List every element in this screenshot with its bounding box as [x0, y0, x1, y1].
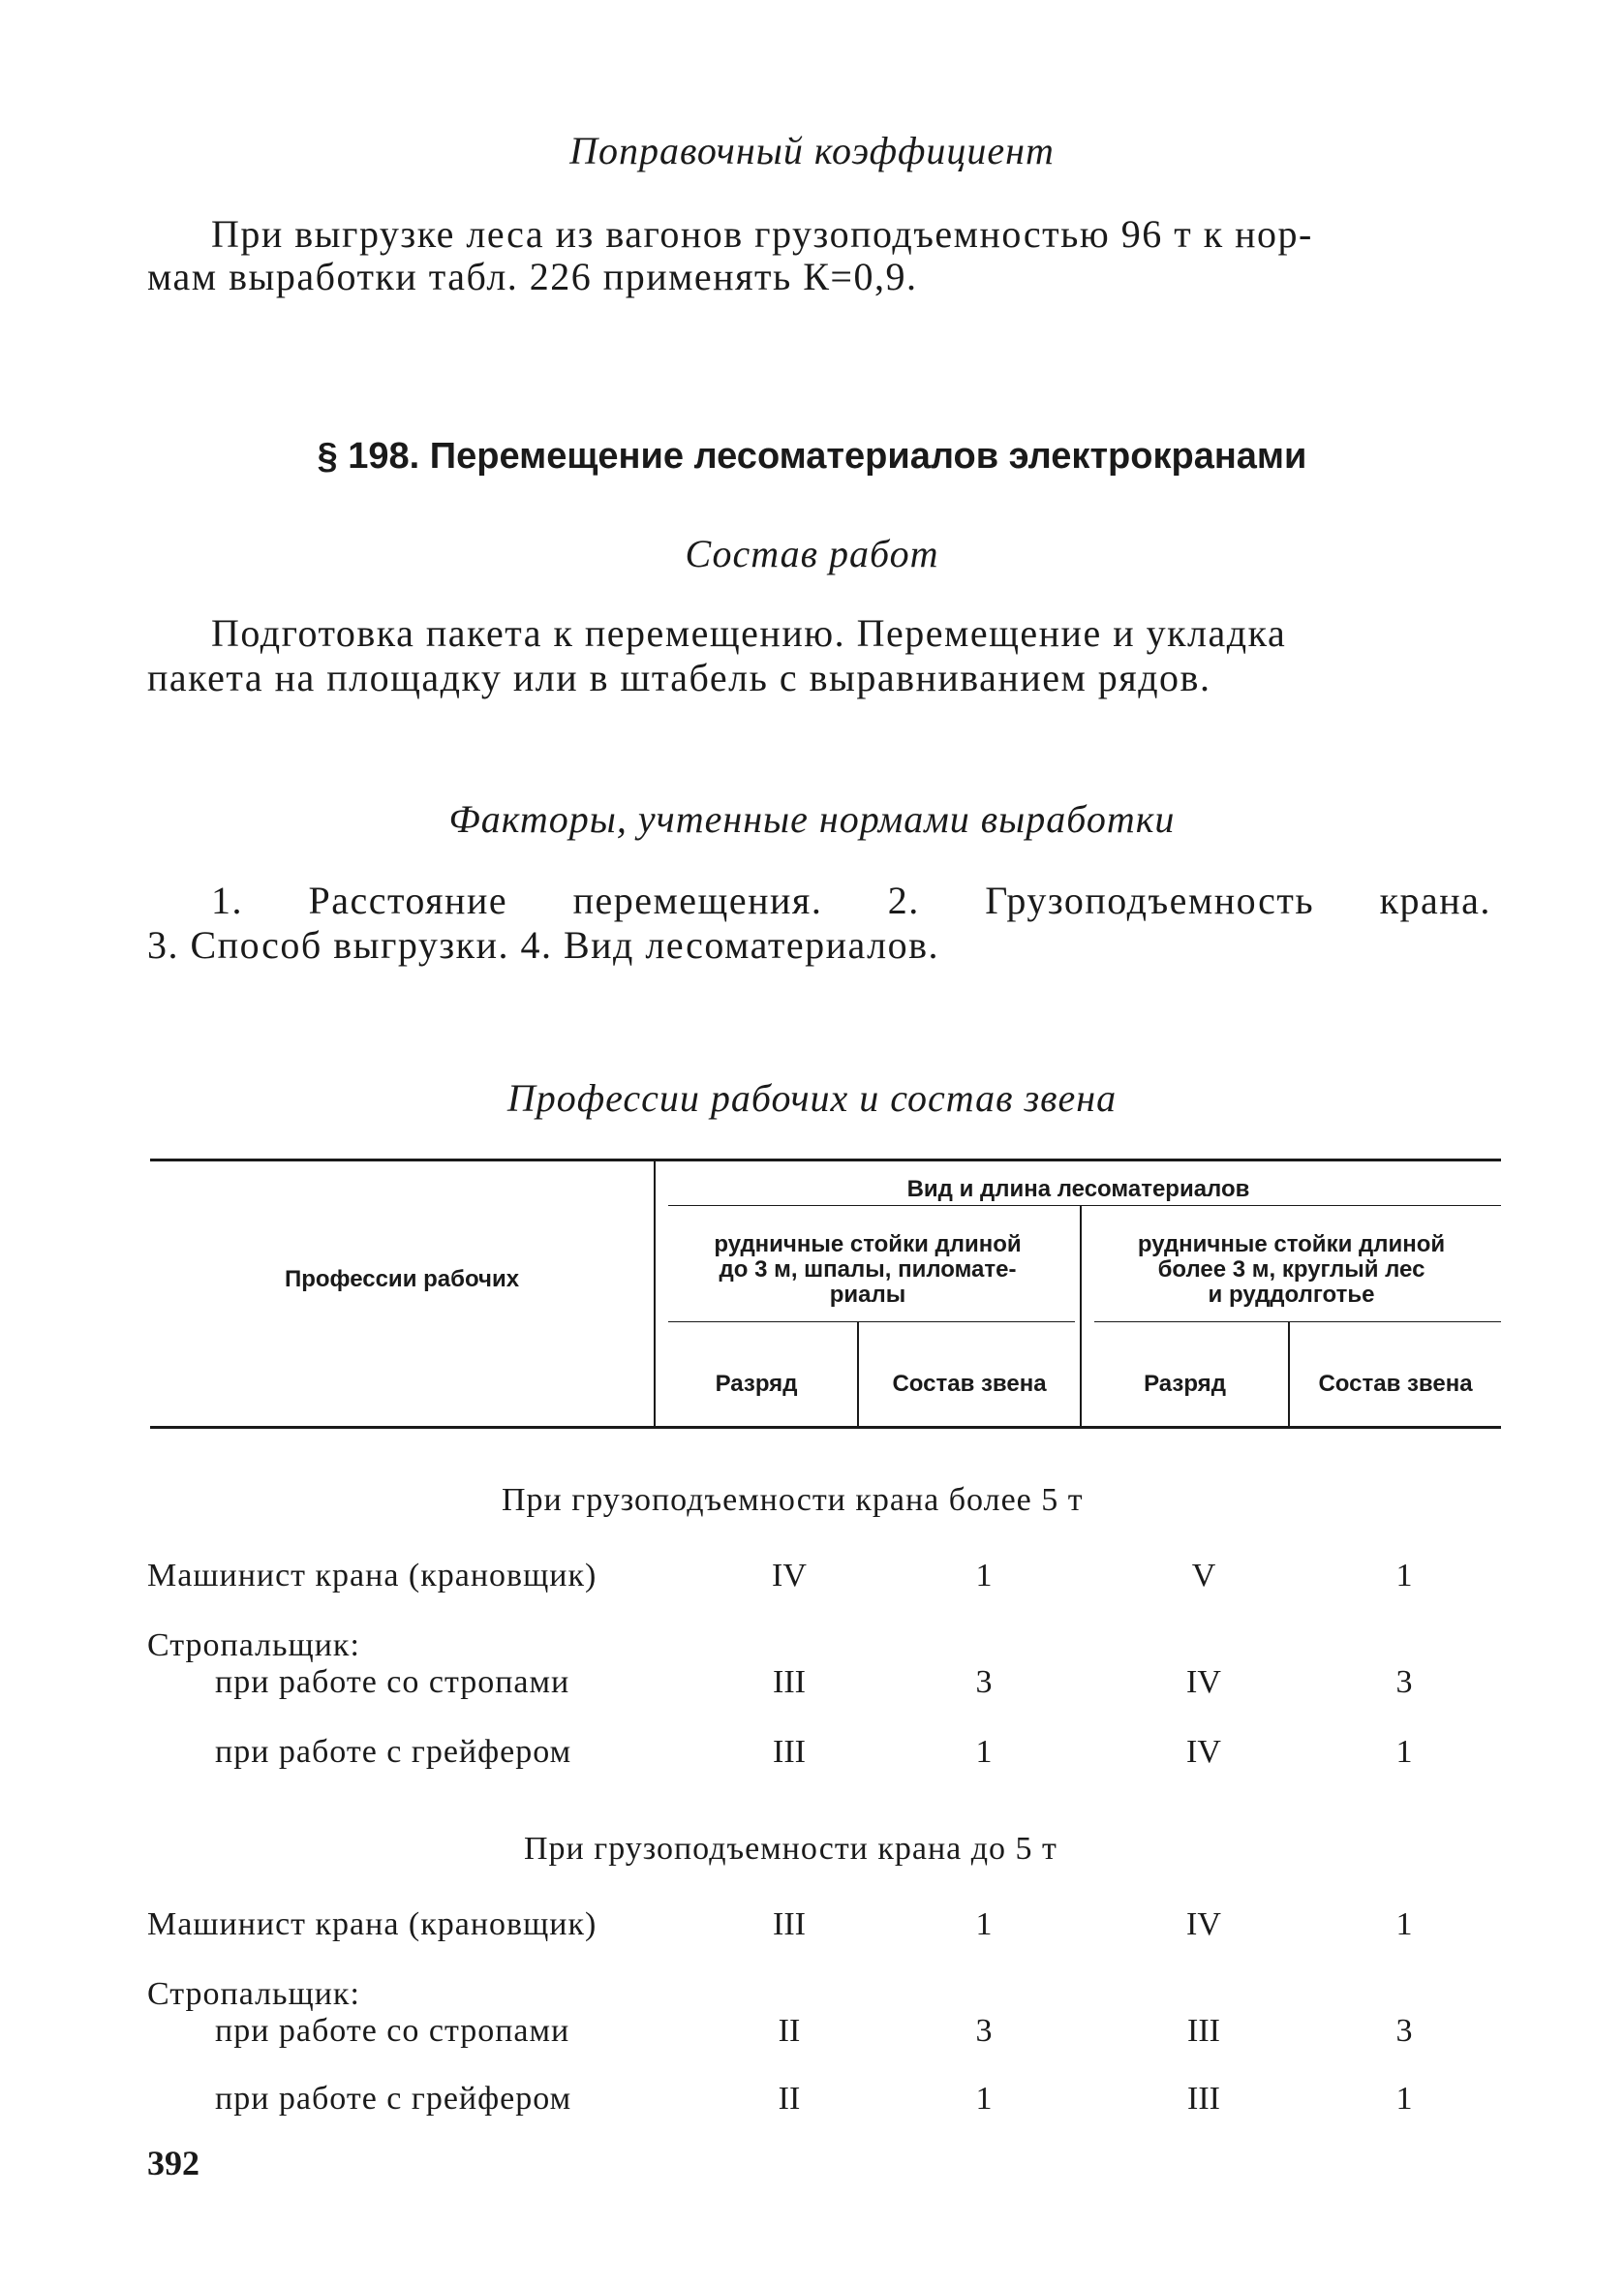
composition-line-1: Подготовка пакета к перемещению. Перемещение и укладка — [211, 611, 1287, 655]
factors-part: перемещения. — [572, 879, 823, 922]
row-grade-2: IV — [1186, 1664, 1221, 1700]
factors-heading: Факторы, учтенные нормами выработки — [448, 797, 1176, 841]
row-grade-1: III — [773, 1734, 806, 1770]
composition-heading: Состав работ — [685, 532, 939, 575]
table-section-title: При грузоподъемности крана до 5 т — [524, 1831, 1057, 1867]
row-crew-2: 1 — [1395, 1734, 1413, 1770]
row-crew-2: 3 — [1395, 2013, 1413, 2049]
factors-part: 2. — [887, 879, 920, 922]
row-label: Машинист крана (крановщик) — [147, 1906, 598, 1942]
page-number: 392 — [147, 2144, 199, 2182]
factors-part: Грузоподъемность — [985, 879, 1315, 922]
row-label: при работе со стропами — [215, 1664, 570, 1700]
table-header-bottom-rule — [150, 1426, 1501, 1429]
row-grade-1: IV — [772, 1558, 807, 1593]
table-section-title: При грузоподъемности крана более 5 т — [502, 1482, 1084, 1518]
header-grade-2: Разряд — [1144, 1371, 1226, 1397]
row-grade-1: III — [773, 1906, 806, 1942]
row-crew-1: 1 — [975, 2081, 993, 2117]
correction-line-1: При выгрузке леса из вагонов грузоподъемностью 96 т к нор- — [211, 212, 1313, 256]
row-crew-2: 1 — [1395, 1558, 1413, 1593]
table-group-rule — [668, 1205, 1501, 1206]
table-subgroup-rule-2 — [1094, 1321, 1501, 1322]
table-heading: Профессии рабочих и состав звена — [506, 1076, 1118, 1120]
row-label: при работе с грейфером — [215, 1734, 572, 1770]
header-group: Вид и длина лесоматериалов — [906, 1176, 1250, 1202]
row-crew-2: 1 — [1395, 1906, 1413, 1942]
row-label: при работе с грейфером — [215, 2081, 572, 2117]
header-crew-2: Состав звена — [1318, 1371, 1473, 1397]
factors-line-1 — [211, 878, 1491, 924]
header-crew-1: Состав звена — [892, 1371, 1047, 1397]
header-group-1-line: до 3 м, шпалы, пиломате- — [719, 1256, 1017, 1283]
header-group-2-line: более 3 м, круглый лес — [1157, 1256, 1425, 1283]
composition-line-2: пакета на площадку или в штабель с выравниванием рядов. — [147, 656, 1211, 699]
row-crew-1: 3 — [975, 2013, 993, 2049]
row-crew-1: 1 — [975, 1906, 993, 1942]
row-crew-1: 1 — [975, 1734, 993, 1770]
factors-line-2: 3. Способ выгрузки. 4. Вид лесоматериалов. — [147, 923, 939, 967]
row-label: при работе со стропами — [215, 2013, 570, 2049]
header-grade-1: Разряд — [715, 1371, 798, 1397]
row-grade-1: III — [773, 1664, 806, 1700]
header-group-1 — [656, 1232, 1080, 1308]
row-crew-2: 3 — [1395, 1664, 1413, 1700]
row-grade-1: II — [778, 2081, 801, 2117]
correction-heading: Поправочный коэффициент — [569, 129, 1055, 172]
header-professions: Профессии рабочих — [284, 1266, 520, 1292]
row-grade-2: V — [1191, 1558, 1216, 1593]
row-crew-2: 1 — [1395, 2081, 1413, 2117]
row-grade-2: IV — [1186, 1734, 1221, 1770]
correction-line-2: мам выработки табл. 226 применять К=0,9. — [147, 255, 918, 298]
header-group-2-line: и руддолготье — [1208, 1282, 1375, 1308]
row-grade-1: II — [778, 2013, 801, 2049]
section-title: § 198. Перемещение лесоматериалов электрокранами — [317, 436, 1307, 477]
row-crew-1: 3 — [975, 1664, 993, 1700]
row-grade-2: III — [1187, 2081, 1220, 2117]
row-label: Машинист крана (крановщик) — [147, 1558, 598, 1593]
factors-part: 1. — [211, 879, 243, 922]
header-group-1-line: рудничные стойки длиной — [714, 1231, 1022, 1257]
factors-part: крана. — [1379, 879, 1491, 922]
row-grade-2: III — [1187, 2013, 1220, 2049]
factors-part: Расстояние — [308, 879, 508, 922]
header-group-2-line: рудничные стойки длиной — [1137, 1231, 1446, 1257]
header-group-1-line: риалы — [829, 1282, 906, 1308]
row-label: Стропальщик: — [147, 1976, 360, 2012]
row-label: Стропальщик: — [147, 1627, 360, 1663]
header-group-2 — [1082, 1232, 1501, 1308]
row-grade-2: IV — [1186, 1906, 1221, 1942]
row-crew-1: 1 — [975, 1558, 993, 1593]
table-top-rule — [150, 1159, 1501, 1161]
table-subgroup-rule-1 — [668, 1321, 1075, 1322]
